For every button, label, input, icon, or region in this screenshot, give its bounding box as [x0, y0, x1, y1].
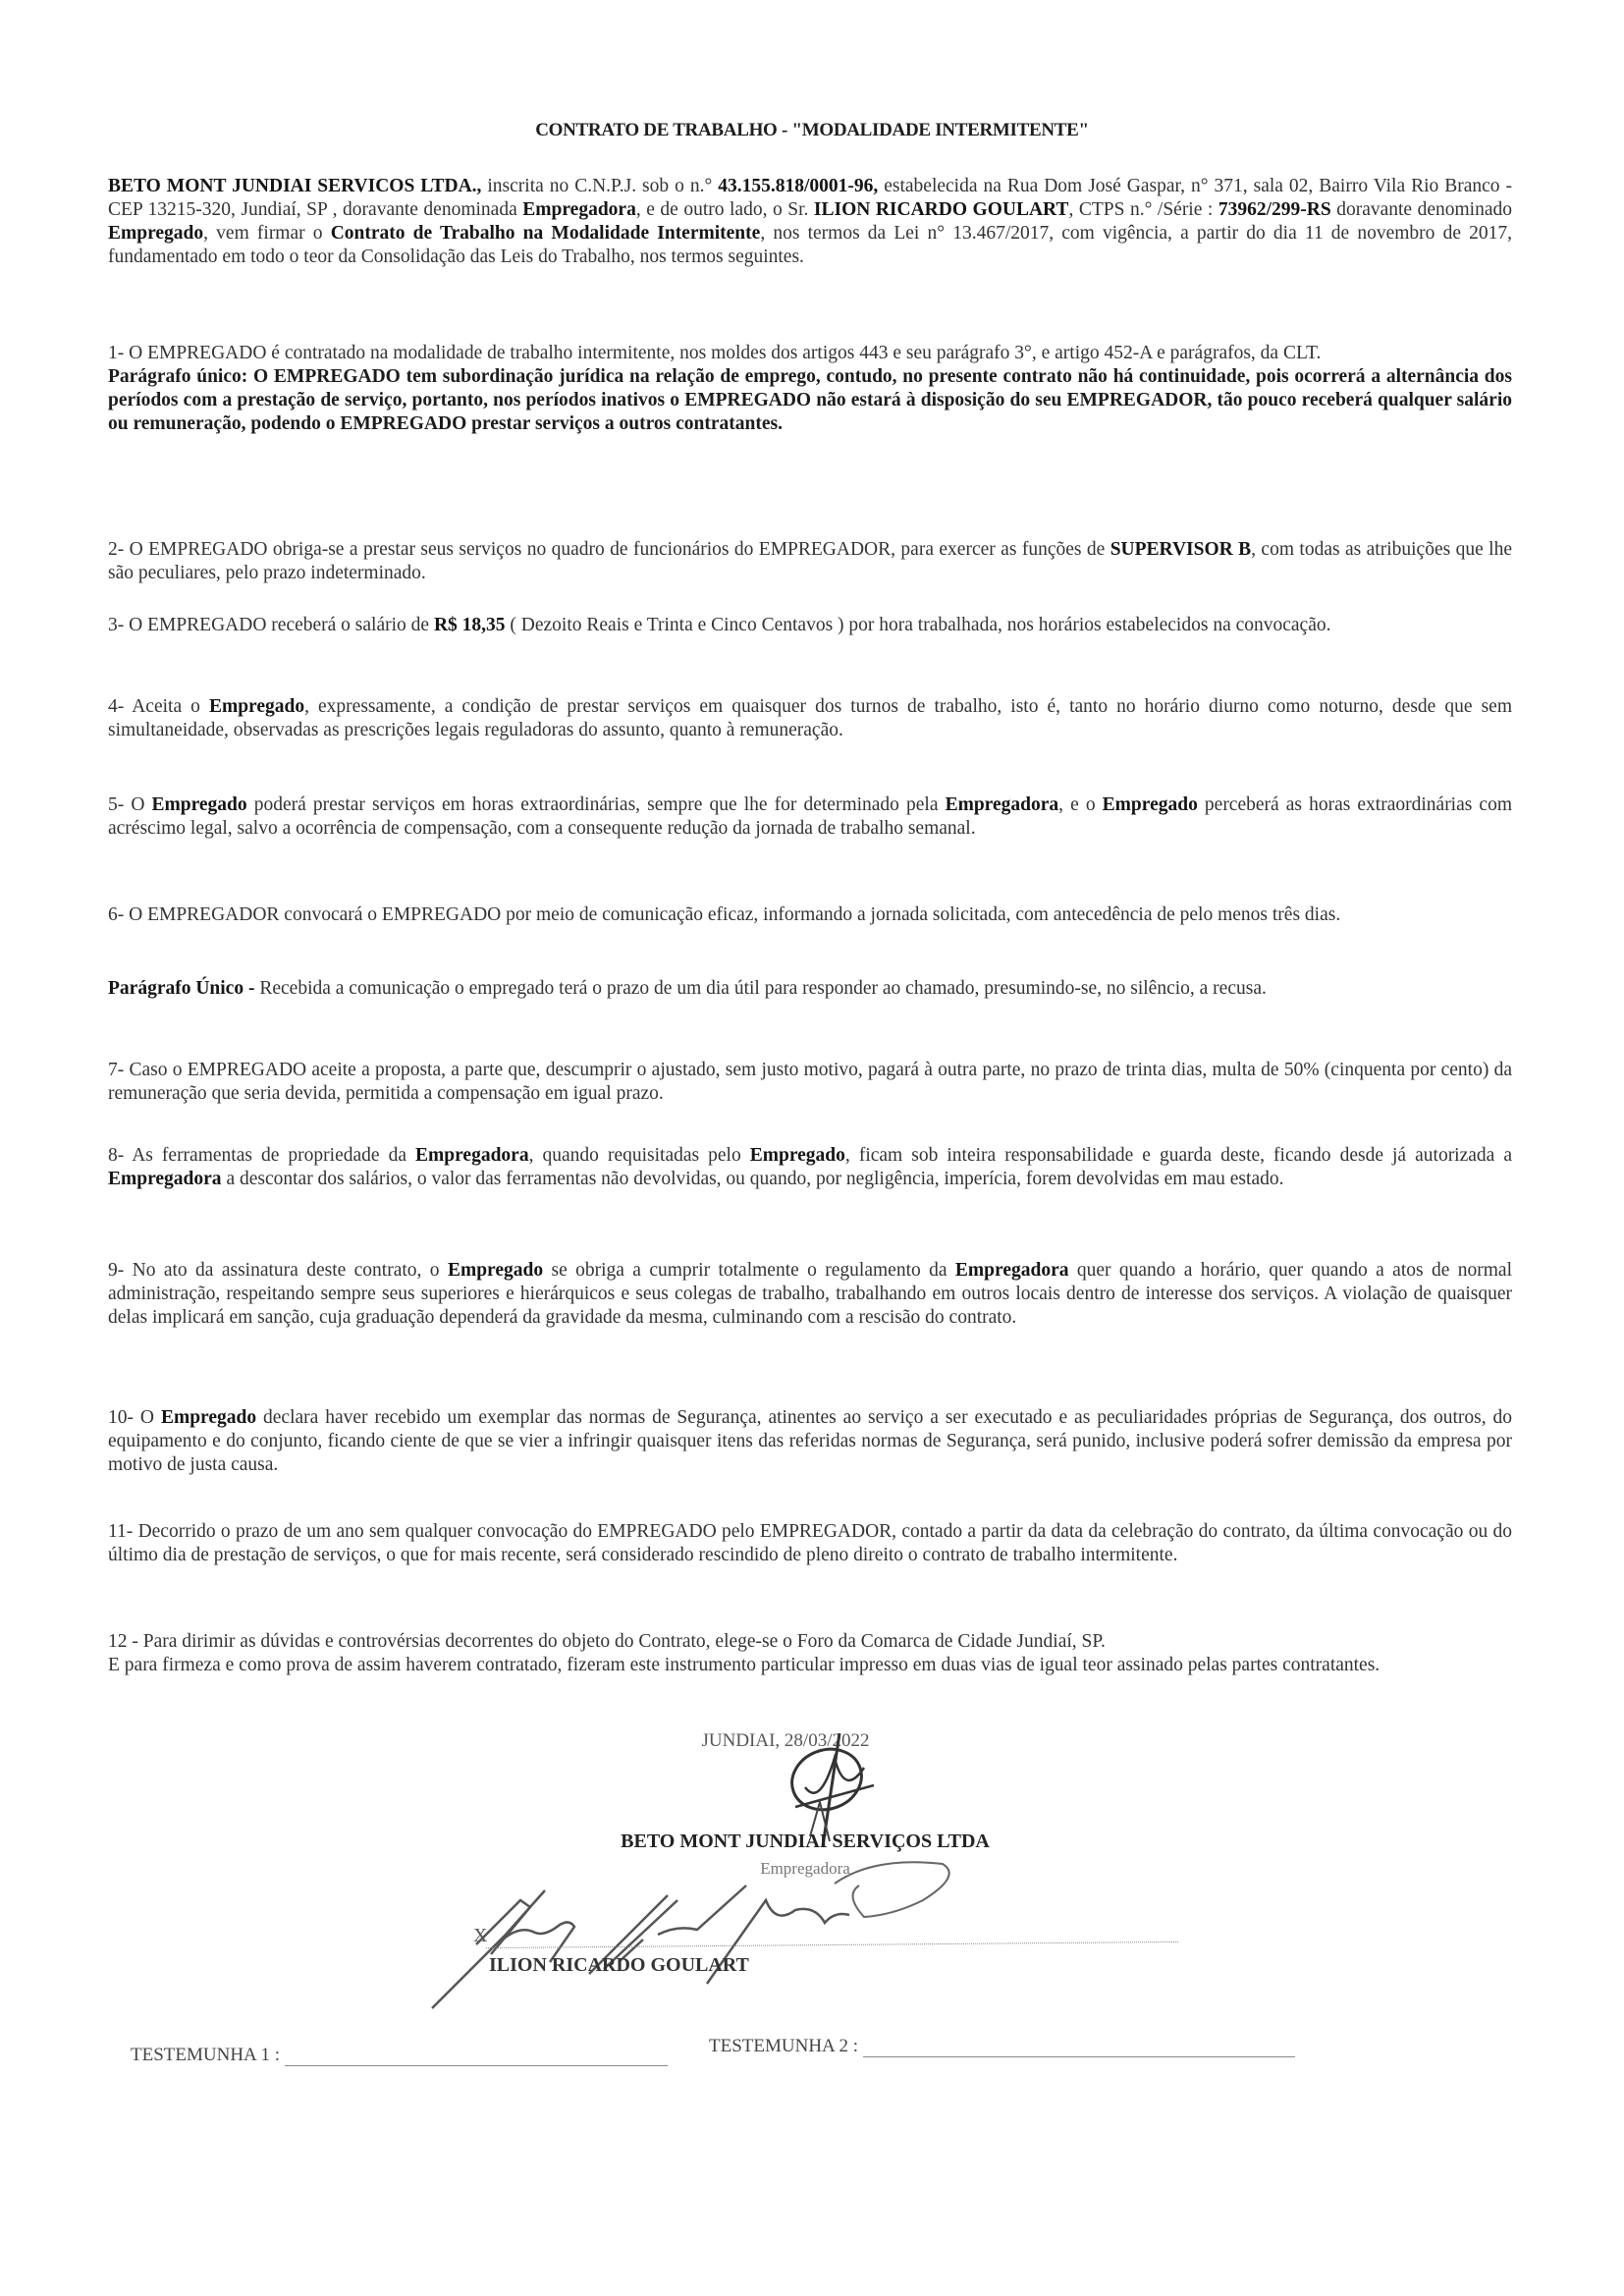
clause-text: , expressamente, a condição de prestar serviços em quaisquer dos turnos de trabalho, isto é, tanto no horário diurno como noturno, desde que sem simultaneidade, observadas as prescrições legais reguladoras do assunto, quanto à remuneração. — [108, 696, 1512, 740]
closing-text: E para firmeza e como prova de assim haverem contratado, fizeram este instrumento particular impresso em duas vias de igual teor assinado pelas partes contratantes. — [108, 1655, 1380, 1675]
clause-text: 6- O EMPREGADOR convocará o EMPREGADO por meio de comunicação eficaz, informando a jornada solicitada, com antecedência de pelo menos três dias. — [108, 904, 1341, 925]
intro-text: , e de outro lado, o Sr. — [635, 199, 814, 220]
employer-name: BETO MONT JUNDIAI SERVICOS LTDA., — [108, 176, 482, 196]
clause-10 — [108, 1406, 1512, 1477]
clause-text: 8- As ferramentas de propriedade da — [108, 1145, 416, 1166]
employee-term: Empregado — [160, 1407, 257, 1428]
clause-2 — [108, 538, 1512, 585]
witness-2-label: TESTEMUNHA 2 : — [709, 2036, 858, 2056]
clause-text: declara haver recebido um exemplar das normas de Segurança, atinentes ao serviço a ser executado e as peculiaridades próprias de Segurança, dos outros, do equipamento e do conjunto, ficando ciente de que se vier a infringir quaisquer itens das referidas normas de Segurança, será punido, inclusive poderá sofrer demissão da empresa por motivo de justa causa. — [108, 1407, 1513, 1475]
employer-term: Empregadora — [945, 794, 1059, 815]
clause-text: 2- O EMPREGADO obriga-se a prestar seus serviços no quadro de funcionários do EMPREGADOR, para exercer as funções de — [108, 539, 1110, 560]
ctps-number: 73962/299-RS — [1218, 199, 1331, 220]
clause-text: 5- O — [108, 794, 152, 815]
paragraph-label: Parágrafo único: — [108, 366, 248, 387]
clause-text: 4- Aceita o — [108, 696, 209, 717]
clause-6-sole-paragraph — [108, 977, 1512, 1001]
employee-x-mark: X — [473, 1925, 488, 1946]
intro-paragraph — [108, 175, 1512, 269]
employer-term: Empregadora — [108, 1169, 222, 1189]
clause-4 — [108, 695, 1512, 742]
witness-2-signature-field[interactable] — [863, 2039, 1295, 2057]
clause-text: poderá prestar serviços em horas extraordinárias, sempre que lhe for determinado pela — [246, 794, 946, 815]
document-title: CONTRATO DE TRABALHO - "MODALIDADE INTERMITENTE" — [535, 120, 1089, 140]
clause-text: , e o — [1058, 794, 1103, 815]
employee-term: Empregado — [1102, 794, 1198, 815]
clause-text: , ficam sob inteira responsabilidade e guarda deste, ficando desde já autorizada a — [844, 1145, 1513, 1166]
paragraph-text: Recebida a comunicação o empregado terá o prazo de um dia útil para responder ao chamado, presumindo-se, no silêncio, a recusa. — [254, 978, 1267, 999]
clause-text: a descontar dos salários, o valor das ferramentas não devolvidas, ou quando, por negligência, imperícia, forem devolvidas em mau estado. — [221, 1169, 1284, 1189]
employee-signature-name: ILION RICARDO GOULART — [489, 1954, 749, 1976]
employer-term: Empregadora — [522, 199, 636, 220]
clause-11 — [108, 1520, 1512, 1567]
clause-6 — [108, 903, 1512, 927]
clause-8 — [108, 1144, 1512, 1191]
clause-text: , com todas as atribuições que lhe são peculiares, pelo prazo indeterminado. — [108, 539, 1512, 583]
clause-text: 12 - Para dirimir as dúvidas e controvérsias decorrentes do objeto do Contrato, elege-se o Foro da Comarca de Cidade Jundiaí, SP. — [108, 1631, 1106, 1652]
hourly-salary: R$ 18,35 — [433, 615, 506, 635]
paragraph-label: Parágrafo Único - — [108, 978, 255, 999]
employer-term: Empregadora — [415, 1145, 529, 1166]
clause-text: ( Dezoito Reais e Trinta e Cinco Centavos ) por hora trabalhada, nos horários estabelecidos na convocação. — [505, 615, 1331, 635]
witness-1-label: TESTEMUNHA 1 : — [131, 2045, 280, 2065]
clause-1-sole-paragraph — [108, 365, 1512, 436]
clause-text: 9- No ato da assinatura deste contrato, o — [108, 1260, 448, 1281]
witness-2 — [709, 2036, 1295, 2057]
intro-text: , vem firmar o — [203, 223, 331, 244]
employee-name: ILION RICARDO GOULART — [813, 199, 1069, 220]
clause-text: 11- Decorrido o prazo de um ano sem qualquer convocação do EMPREGADO pelo EMPREGADOR, contado a partir da data da celebração do contrato, da última convocação ou do último dia de prestação de serviços, o que for mais recente, será considerado rescindido de pleno direito o contrato de trabalho intermitente. — [108, 1521, 1512, 1565]
intro-text: doravante denominado — [1330, 199, 1512, 220]
intro-text: estabelecida na Rua Dom José Gaspar, n° 371, sala 02, Bairro Vila Rio Branco - CEP 13215-320, Jundiaí, SP , doravante denominada — [108, 176, 1512, 220]
employee-term: Empregado — [208, 696, 305, 717]
employee-term: Empregado — [749, 1145, 845, 1166]
contract-type: Contrato de Trabalho na Modalidade Intermitente — [330, 223, 761, 244]
intro-text: inscrita no C.N.P.J. sob o n.° — [481, 176, 719, 196]
job-role: SUPERVISOR B — [1110, 539, 1252, 560]
employee-signature-icon — [412, 1846, 1021, 2013]
clause-text: 10- O — [108, 1407, 161, 1428]
paragraph-text: O EMPREGADO tem subordinação jurídica na relação de emprego, contudo, no presente contrato não há continuidade, pois ocorrerá a alternância dos períodos com a prestação de serviço, portanto, nos períodos inativos o EMPREGADO não estará à disposição do seu EMPREGADOR, tão pouco receberá qualquer salário ou remuneração, podendo o EMPREGADO prestar serviços a outros contratantes. — [108, 366, 1512, 434]
witness-1 — [131, 2045, 668, 2066]
clause-3 — [108, 614, 1512, 637]
clause-text: se obriga a cumprir totalmente o regulamento da — [543, 1260, 955, 1281]
intro-text: , CTPS n.° /Série : — [1068, 199, 1218, 220]
employer-term: Empregadora — [954, 1260, 1069, 1281]
clause-12 — [108, 1630, 1512, 1677]
employer-signature-role: Empregadora — [760, 1859, 850, 1878]
employee-term: Empregado — [108, 223, 204, 244]
employer-signature-name: BETO MONT JUNDIAI SERVIÇOS LTDA — [621, 1831, 990, 1852]
clause-text: 7- Caso o EMPREGADO aceite a proposta, a parte que, descumprir o ajustado, sem justo motivo, pagará à outra parte, no prazo de trinta dias, multa de 50% (cinquenta por cento) da remuneração que seria devida, permitida a compensação em igual prazo. — [108, 1060, 1512, 1104]
clause-text: 3- O EMPREGADO receberá o salário de — [108, 615, 434, 635]
clause-text: , quando requisitadas pelo — [528, 1145, 750, 1166]
clause-9 — [108, 1259, 1512, 1330]
clause-7 — [108, 1059, 1512, 1106]
employee-term: Empregado — [151, 794, 247, 815]
clause-text: perceberá as horas extraordinárias com acréscimo legal, salvo a ocorrência de compensação, com a consequente redução da jornada de trabalho semanal. — [108, 794, 1512, 839]
intro-text: , nos termos da Lei n° 13.467/2017, com vigência, a partir do dia 11 de novembro de 2017, fundamentado em todo o teor da Consolidação das Leis do Trabalho, nos termos seguintes. — [108, 223, 1513, 267]
clause-text: quer quando a horário, quer quando a atos de normal administração, respeitando sempre seus superiores e hierárquicos e seus colegas de trabalho, trabalhando em outros locais dentro de interesse dos serviços. A violação de quaisquer delas implicará em sanção, cuja graduação dependerá da gravidade da mesma, culminando com a rescisão do contrato. — [108, 1260, 1512, 1328]
place-date: JUNDIAI, 28/03/2022 — [701, 1730, 870, 1751]
employee-term: Empregado — [447, 1260, 544, 1281]
cnpj-number: 43.155.818/0001-96, — [718, 176, 879, 196]
clause-1-text: 1- O EMPREGADO é contratado na modalidade de trabalho intermitente, nos moldes dos artigos 443 e seu parágrafo 3°, e artigo 452-A e parágrafos, da CLT. — [108, 343, 1322, 363]
clause-5 — [108, 793, 1512, 841]
clause-1 — [108, 342, 1512, 436]
witness-1-signature-field[interactable] — [285, 2048, 668, 2066]
